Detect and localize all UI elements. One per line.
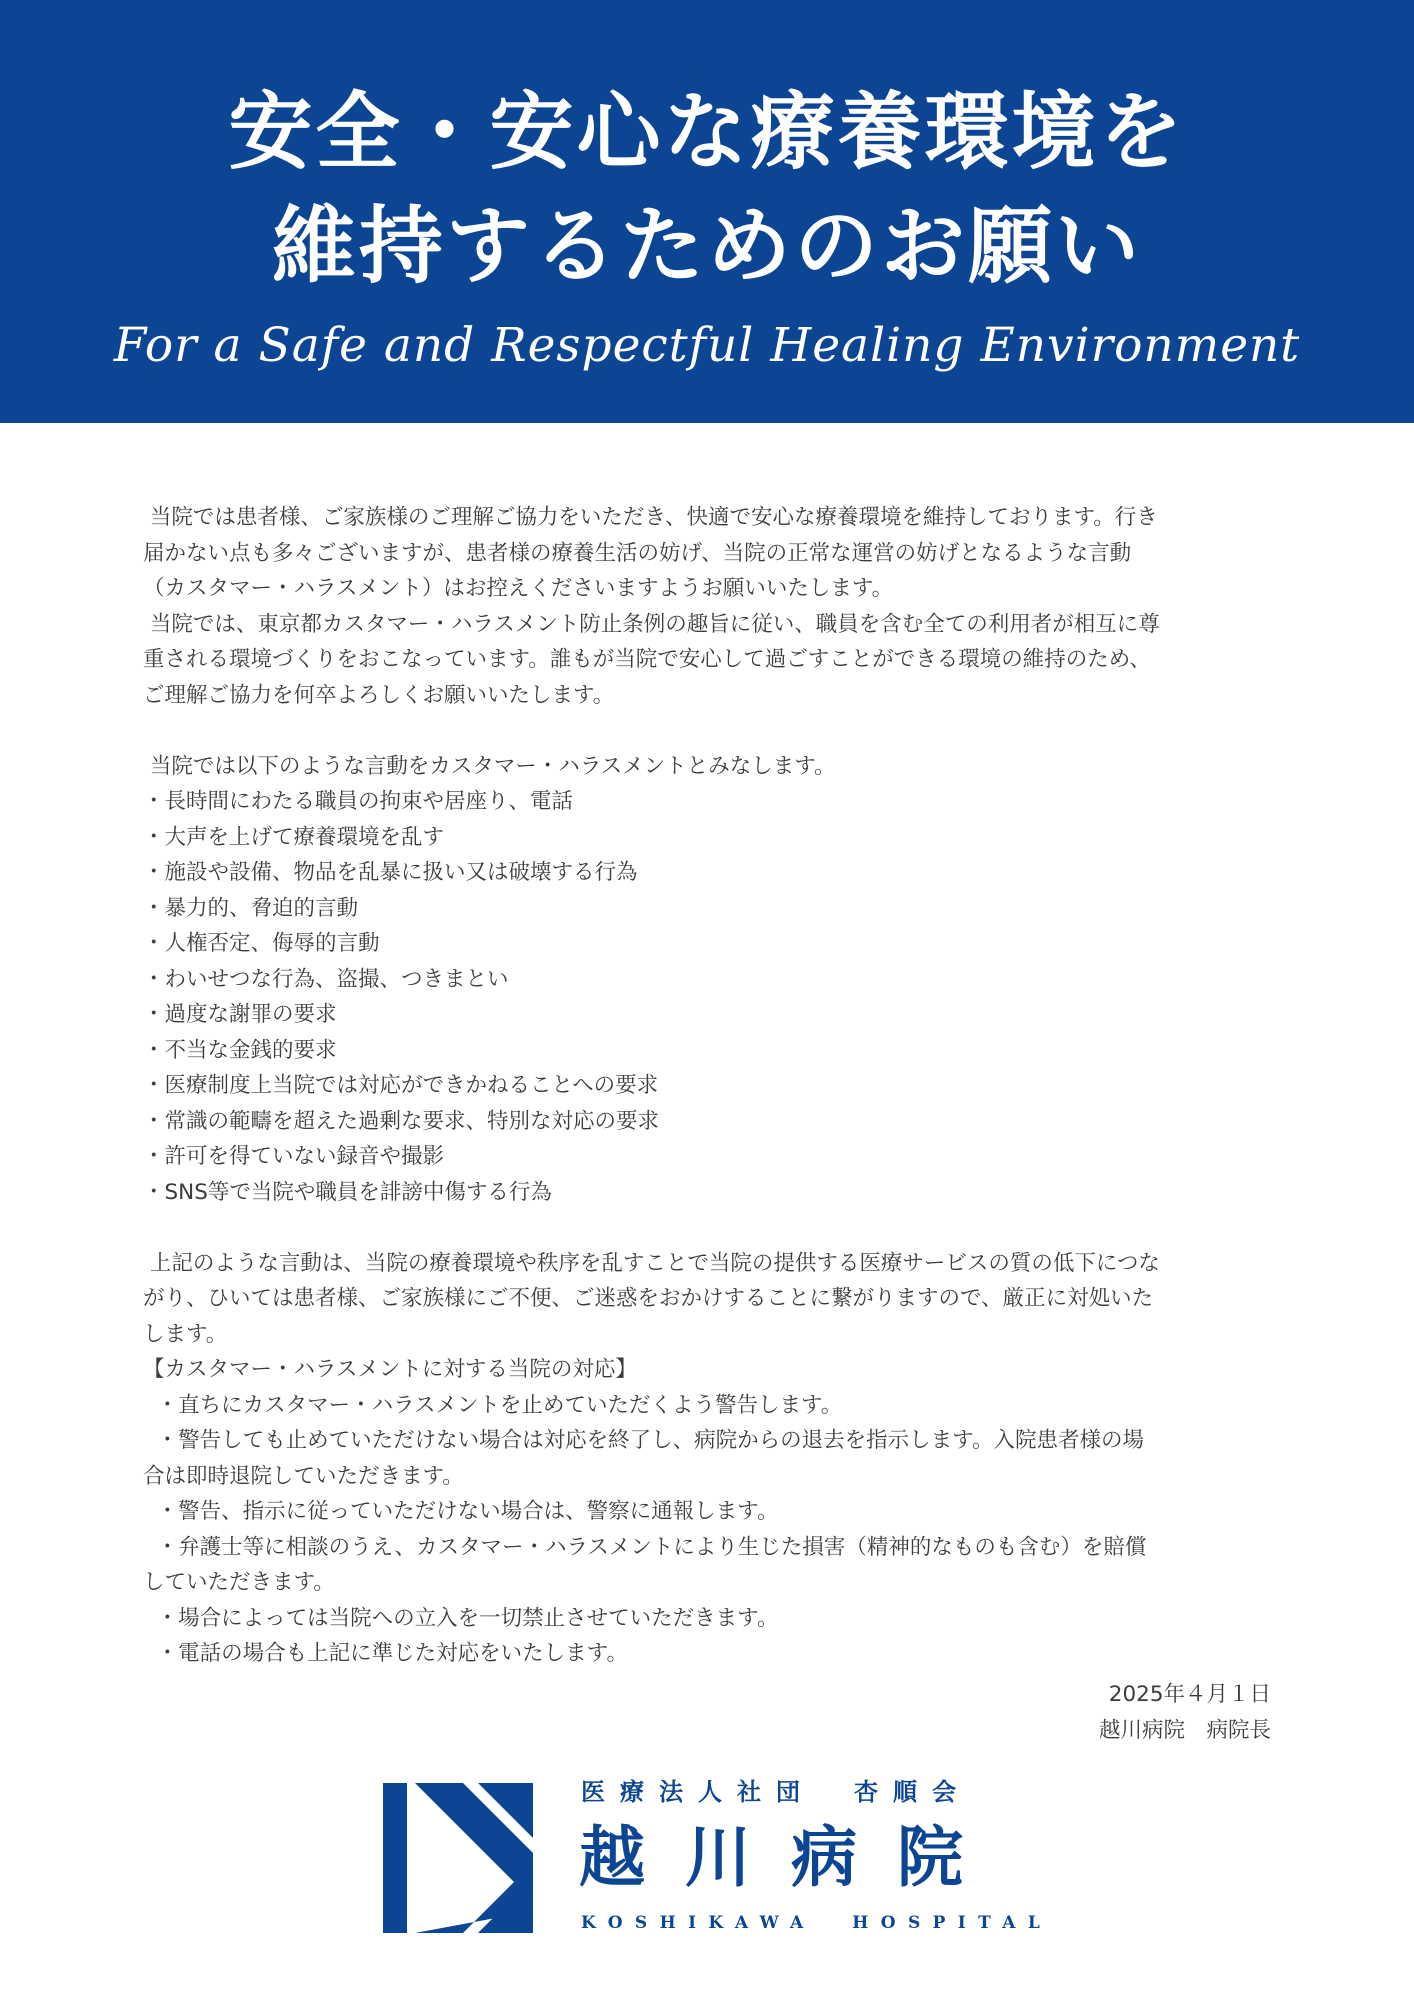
consequence-line: 上記のような言動は、当院の療養環境や秩序を乱すことで当院の提供する医療サービスの質の低下につな xyxy=(143,1250,1160,1276)
harassment-list-item: ・大声を上げて療養環境を乱す xyxy=(143,824,445,850)
harassment-list-item: ・暴力的、脅迫的言動 xyxy=(143,895,359,921)
hospital-logo xyxy=(383,1778,1053,1940)
harassment-list-item: ・過度な謝罪の要求 xyxy=(143,1002,337,1027)
notice-body xyxy=(143,500,1283,1672)
harassment-list-item: ・不当な金銭的要求 xyxy=(143,1037,337,1063)
harassment-list-item: ・許可を得ていない録音や撮影 xyxy=(143,1144,445,1169)
response-line: ・弁護士等に相談のうえ、カスタマー・ハラスメントにより生じた損害（精神的なものも含む）を賠償 xyxy=(143,1534,1147,1560)
header-banner xyxy=(0,0,1414,423)
response-line: していただきます。 xyxy=(143,1570,335,1595)
consequence-line: します。 xyxy=(143,1321,228,1347)
hospital-logo-mark-icon xyxy=(383,1783,533,1933)
intro-line: 当院では患者様、ご家族様のご理解ご協力をいただき、快適で安心な療養環境を維持しております。行き xyxy=(143,505,1158,530)
response-heading: 【カスタマー・ハラスメントに対する当院の対応】 xyxy=(143,1357,637,1382)
issue-date: 2025年４月１日 xyxy=(1108,1682,1271,1707)
intro-line: （カスタマー・ハラスメント）はお控えくださいますようお願いいたします。 xyxy=(143,576,894,601)
intro-line: ご理解ご協力を何卒よろしくお願いいたします。 xyxy=(143,682,615,708)
signature-author: 越川病院 病院長 xyxy=(1098,1718,1271,1743)
logo-organization: 医療法人社団 杏順会 xyxy=(581,1778,971,1806)
logo-hospital-name: 越川病院 xyxy=(579,1818,1003,1896)
response-line: ・直ちにカスタマー・ハラスメントを止めていただくよう警告します。 xyxy=(143,1392,843,1418)
harassment-list-item: ・SNS等で当院や職員を誹謗中傷する行為 xyxy=(143,1179,552,1205)
definition-intro: 当院では以下のような言動をカスタマー・ハラスメントとみなします。 xyxy=(143,753,836,779)
intro-line: 当院では、東京都カスタマー・ハラスメント防止条例の趣旨に従い、職員を含む全ての利用者が相互に尊 xyxy=(143,611,1160,637)
response-line: ・警告しても止めていただけない場合は対応を終了し、病院からの退去を指示します。入院患者様の場 xyxy=(143,1428,1144,1453)
consequence-line: がり、ひいては患者様、ご家族様にご不便、ご迷惑をおかけすることに繋がりますので、厳正に対処いた xyxy=(143,1286,1154,1311)
paragraph-gap xyxy=(143,1210,1283,1246)
response-line: ・場合によっては当院への立入を一切禁止させていただきます。 xyxy=(143,1605,779,1631)
harassment-list-item: ・長時間にわたる職員の拘束や居座り、電話 xyxy=(143,789,574,814)
harassment-list-item: ・人権否定、侮辱的言動 xyxy=(143,931,380,956)
harassment-list-item: ・医療制度上当院では対応ができかねることへの要求 xyxy=(143,1073,659,1098)
response-line: 合は即時退院していただきます。 xyxy=(143,1463,464,1489)
intro-line: 重される環境づくりをおこなっています。誰もが当院で安心して過ごすことができる環境の維持のため、 xyxy=(143,647,1151,672)
harassment-list-item: ・施設や設備、物品を乱暴に扱い又は破壊する行為 xyxy=(143,860,638,885)
english-subtitle: For a Safe and Respectful Healing Environment xyxy=(113,318,1301,373)
title-line-1: 安全・安心な療養環境を xyxy=(228,83,1186,181)
response-line: ・電話の場合も上記に準じた対応をいたします。 xyxy=(143,1641,628,1666)
intro-line: 届かない点も多々ございますが、患者様の療養生活の妨げ、当院の正常な運営の妨げとなるような言動 xyxy=(143,540,1132,566)
harassment-list-item: ・わいせつな行為、盗撮、つきまとい xyxy=(143,966,509,992)
paragraph-gap xyxy=(143,713,1283,749)
title-line-2: 維持するためのお願い xyxy=(271,197,1142,295)
response-line: ・警告、指示に従っていただけない場合は、警察に通報します。 xyxy=(143,1499,779,1524)
signature-block xyxy=(1099,1677,1271,1749)
harassment-list-item: ・常識の範疇を超えた過剰な要求、特別な対応の要求 xyxy=(143,1108,660,1134)
logo-english-name: KOSHIKAWA HOSPITAL xyxy=(581,1913,1053,1933)
